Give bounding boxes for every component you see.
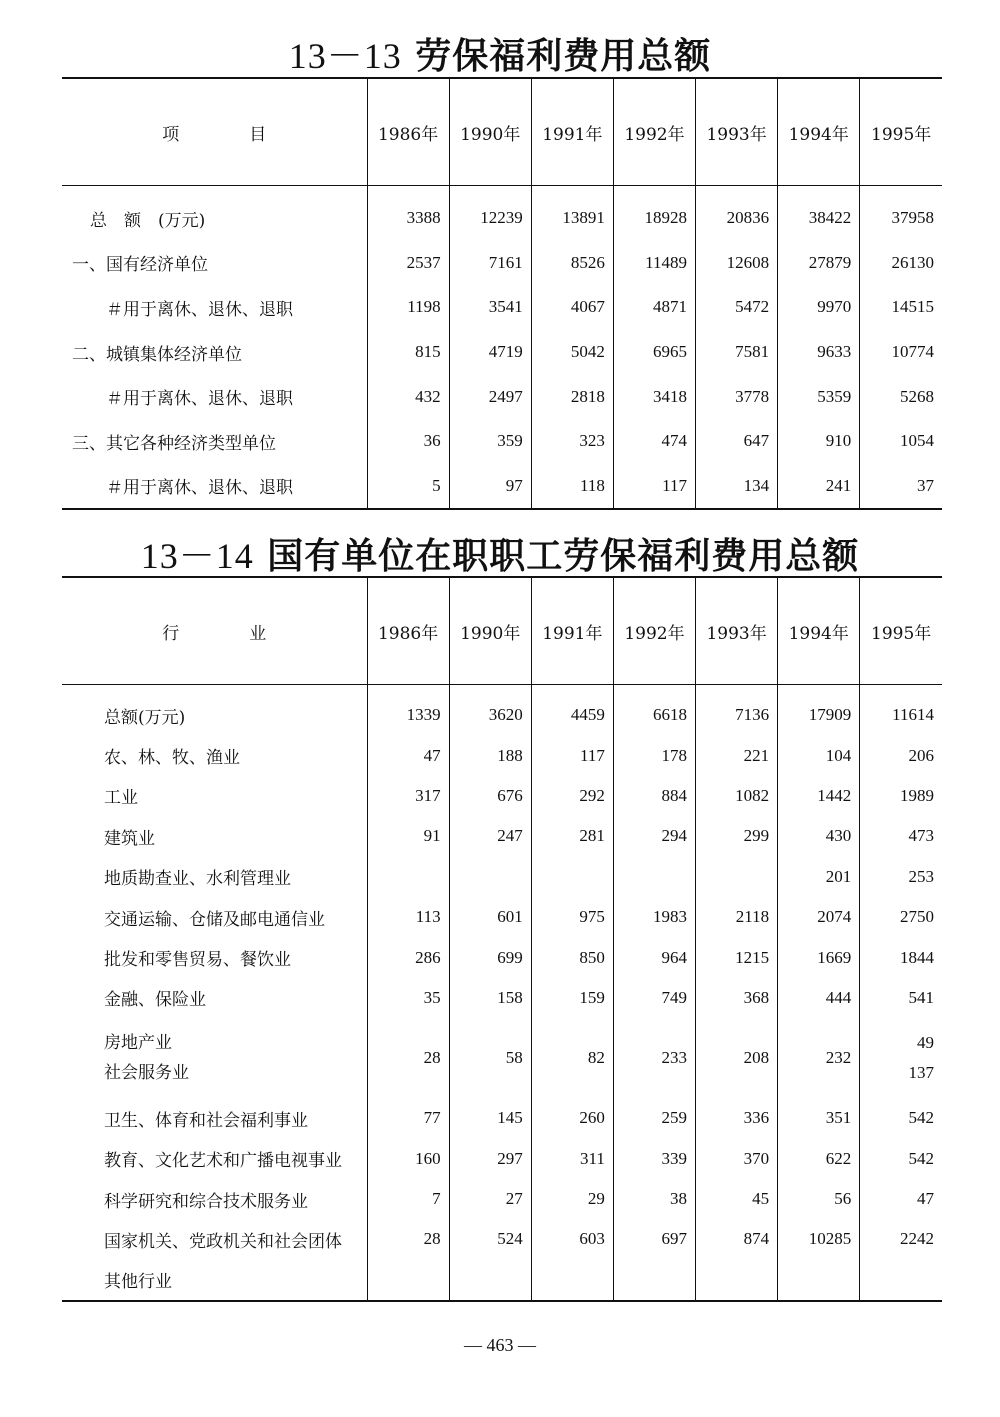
- table1-header-year: 1994年: [778, 78, 860, 186]
- table2-title: [0, 528, 1000, 579]
- table1: [62, 77, 942, 510]
- row-value: 4871: [613, 285, 695, 330]
- row-value: 2750: [860, 897, 942, 937]
- row-value: 91: [367, 816, 449, 856]
- row-value: [367, 857, 449, 897]
- table1-header-year: 1993年: [696, 78, 778, 186]
- row-label: 社会服务业: [104, 1063, 189, 1084]
- row-value: 7161: [449, 241, 531, 286]
- row-value: [531, 857, 613, 897]
- row-value: 1669: [778, 937, 860, 977]
- header-item-char-2: 业: [249, 623, 267, 644]
- table-row: [62, 419, 942, 464]
- row-value: [449, 1260, 531, 1301]
- table1-header-item: [62, 78, 367, 186]
- row-label: 工业: [104, 788, 138, 809]
- row-value: 26130: [860, 241, 942, 286]
- row-value: 749: [613, 978, 695, 1018]
- row-value: 697: [613, 1219, 695, 1259]
- row-value: 247: [449, 816, 531, 856]
- table-row: [62, 857, 942, 897]
- row-value: 11489: [613, 241, 695, 286]
- table-row: [62, 374, 942, 419]
- row-label: 建筑业: [104, 828, 155, 849]
- row-value: 159: [531, 978, 613, 1018]
- row-value: 27: [449, 1179, 531, 1219]
- row-value: 117: [613, 464, 695, 510]
- row-value: 201: [778, 857, 860, 897]
- row-value: 336: [696, 1098, 778, 1138]
- row-value: 221: [696, 735, 778, 775]
- row-value: 5472: [696, 285, 778, 330]
- row-value: 1844: [860, 937, 942, 977]
- row-value: 113: [367, 897, 449, 937]
- row-value: 10774: [860, 330, 942, 375]
- row-value: 542: [860, 1098, 942, 1138]
- row-value: 47: [860, 1179, 942, 1219]
- table1-header-year: 1990年: [449, 78, 531, 186]
- row-value: 603: [531, 1219, 613, 1259]
- row-value: 7: [367, 1179, 449, 1219]
- row-value: 38: [613, 1179, 695, 1219]
- table2-header-year: 1992年: [613, 577, 695, 685]
- table1-title-text: 劳保福利费用总额: [415, 35, 712, 77]
- row-label: ＃用于离休、退休、退职: [106, 299, 293, 320]
- row-value: 430: [778, 816, 860, 856]
- row-value: [860, 1260, 942, 1301]
- row-value: 676: [449, 776, 531, 816]
- row-value: 3778: [696, 374, 778, 419]
- row-value: 104: [778, 735, 860, 775]
- row-value: 4719: [449, 330, 531, 375]
- row-label: 房地产业: [104, 1033, 172, 1054]
- table1-header-year: 1995年: [860, 78, 942, 186]
- row-value: 1983: [613, 897, 695, 937]
- table-row: [62, 464, 942, 510]
- row-label: 三、其它各种经济类型单位: [72, 433, 276, 454]
- table-row: [62, 685, 942, 736]
- row-label: 科学研究和综合技术服务业: [104, 1191, 308, 1212]
- row-value-pair: [860, 1018, 942, 1098]
- table1-title-number: 13－13: [288, 36, 402, 76]
- row-value: 4459: [531, 685, 613, 736]
- table2: [62, 576, 942, 1302]
- row-label: 教育、文化艺术和广播电视事业: [104, 1151, 342, 1172]
- row-value: 12239: [449, 186, 531, 241]
- row-value: 27879: [778, 241, 860, 286]
- table-row: [62, 186, 942, 241]
- row-value: 2537: [367, 241, 449, 286]
- row-value: 622: [778, 1139, 860, 1179]
- row-value: 12608: [696, 241, 778, 286]
- row-value: 292: [531, 776, 613, 816]
- row-value: 1215: [696, 937, 778, 977]
- row-value: 1442: [778, 776, 860, 816]
- row-value: 601: [449, 897, 531, 937]
- row-value: 158: [449, 978, 531, 1018]
- row-value: 137: [908, 1063, 934, 1083]
- row-label: 卫生、体育和社会福利事业: [104, 1110, 308, 1131]
- row-value: 134: [696, 464, 778, 510]
- row-value: 1339: [367, 685, 449, 736]
- row-value: 18928: [613, 186, 695, 241]
- row-value: 884: [613, 776, 695, 816]
- row-value: 232: [778, 1018, 860, 1098]
- table2-title-number: 13－14: [140, 536, 254, 576]
- row-value: 47: [367, 735, 449, 775]
- table-row: [62, 978, 942, 1018]
- row-value: 1198: [367, 285, 449, 330]
- table2-header-year: 1991年: [531, 577, 613, 685]
- header-item-char-2: 目: [249, 124, 267, 145]
- row-value: 6965: [613, 330, 695, 375]
- row-value: 351: [778, 1098, 860, 1138]
- row-value: 444: [778, 978, 860, 1018]
- row-value: 160: [367, 1139, 449, 1179]
- row-value: 5359: [778, 374, 860, 419]
- row-value: 145: [449, 1098, 531, 1138]
- table2-header-year: 1993年: [696, 577, 778, 685]
- row-value: 6618: [613, 685, 695, 736]
- row-value: 3418: [613, 374, 695, 419]
- row-value: 20836: [696, 186, 778, 241]
- row-value: 2497: [449, 374, 531, 419]
- row-value: [613, 1260, 695, 1301]
- table-row: [62, 735, 942, 775]
- row-label: 一、国有经济单位: [72, 255, 208, 276]
- row-value: 37958: [860, 186, 942, 241]
- row-label: 农、林、牧、渔业: [104, 748, 240, 769]
- row-value: 281: [531, 816, 613, 856]
- row-value: 524: [449, 1219, 531, 1259]
- row-label: 金融、保险业: [104, 990, 206, 1011]
- row-value: 975: [531, 897, 613, 937]
- row-value: 233: [613, 1018, 695, 1098]
- row-value: 1082: [696, 776, 778, 816]
- row-value: 259: [613, 1098, 695, 1138]
- row-value: 3620: [449, 685, 531, 736]
- table1-title: [0, 28, 1000, 79]
- row-value: 58: [449, 1018, 531, 1098]
- row-value: 5042: [531, 330, 613, 375]
- row-value: 260: [531, 1098, 613, 1138]
- row-value: 294: [613, 816, 695, 856]
- row-value: 2818: [531, 374, 613, 419]
- row-value: [531, 1260, 613, 1301]
- row-value: 49: [917, 1033, 934, 1053]
- row-value: 10285: [778, 1219, 860, 1259]
- row-value: 2074: [778, 897, 860, 937]
- row-value: 874: [696, 1219, 778, 1259]
- row-value: 206: [860, 735, 942, 775]
- row-label: 总额(万元): [104, 707, 186, 728]
- page-number: — 463 —: [464, 1335, 536, 1355]
- table-row: [62, 776, 942, 816]
- row-value: 9970: [778, 285, 860, 330]
- row-value: 339: [613, 1139, 695, 1179]
- row-label: 总 额 (万元): [90, 210, 206, 231]
- table2-title-text: 国有单位在职职工劳保福利费用总额: [267, 535, 860, 577]
- row-value: 5: [367, 464, 449, 510]
- table-row: [62, 816, 942, 856]
- table-row: [62, 241, 942, 286]
- row-label: 批发和零售贸易、餐饮业: [104, 950, 291, 971]
- row-label: 地质勘查业、水利管理业: [104, 869, 291, 890]
- row-value: 286: [367, 937, 449, 977]
- table-row: [62, 897, 942, 937]
- row-value: [696, 857, 778, 897]
- row-value: 56: [778, 1179, 860, 1219]
- row-value: 11614: [860, 685, 942, 736]
- row-value: [367, 1260, 449, 1301]
- row-value: 1989: [860, 776, 942, 816]
- table-row: [62, 1260, 942, 1301]
- row-value: 815: [367, 330, 449, 375]
- row-value: [613, 857, 695, 897]
- table2-header-year: 1995年: [860, 577, 942, 685]
- row-label: 交通运输、仓储及邮电通信业: [104, 909, 325, 930]
- row-value: 17909: [778, 685, 860, 736]
- table2-header-year: 1986年: [367, 577, 449, 685]
- row-value: 38422: [778, 186, 860, 241]
- row-label: 国家机关、党政机关和社会团体: [104, 1231, 342, 1252]
- table-row: [62, 1179, 942, 1219]
- row-value: 253: [860, 857, 942, 897]
- header-item-char-1: 行: [162, 623, 180, 644]
- row-value: [696, 1260, 778, 1301]
- table2-header-row: [62, 577, 942, 685]
- row-value: 910: [778, 419, 860, 464]
- table2-header-item: [62, 577, 367, 685]
- row-value: 370: [696, 1139, 778, 1179]
- row-value: 317: [367, 776, 449, 816]
- row-value: 850: [531, 937, 613, 977]
- row-value: 647: [696, 419, 778, 464]
- row-value: 241: [778, 464, 860, 510]
- row-value: 7581: [696, 330, 778, 375]
- row-value: 117: [531, 735, 613, 775]
- row-value: 311: [531, 1139, 613, 1179]
- row-value: 14515: [860, 285, 942, 330]
- row-value: 29: [531, 1179, 613, 1219]
- row-value: 35: [367, 978, 449, 1018]
- row-value: 474: [613, 419, 695, 464]
- row-value: 2118: [696, 897, 778, 937]
- row-value: 7136: [696, 685, 778, 736]
- table-row: [62, 1139, 942, 1179]
- row-value: 542: [860, 1139, 942, 1179]
- table1-header-year: 1986年: [367, 78, 449, 186]
- row-value: 97: [449, 464, 531, 510]
- row-value: 77: [367, 1098, 449, 1138]
- table-row-merged: [62, 1018, 942, 1098]
- row-label-pair: [62, 1018, 367, 1098]
- row-value: 82: [531, 1018, 613, 1098]
- row-value: [449, 857, 531, 897]
- row-value: 178: [613, 735, 695, 775]
- table-row: [62, 937, 942, 977]
- table-row: [62, 285, 942, 330]
- row-value: 323: [531, 419, 613, 464]
- row-value: 13891: [531, 186, 613, 241]
- row-value: 2242: [860, 1219, 942, 1259]
- table2-header-year: 1994年: [778, 577, 860, 685]
- table2-header-year: 1990年: [449, 577, 531, 685]
- row-value: 37: [860, 464, 942, 510]
- row-value: 4067: [531, 285, 613, 330]
- table-row: [62, 1219, 942, 1259]
- row-value: 964: [613, 937, 695, 977]
- row-value: 36: [367, 419, 449, 464]
- row-label: 二、城镇集体经济单位: [72, 344, 242, 365]
- row-value: 359: [449, 419, 531, 464]
- row-value: [778, 1260, 860, 1301]
- row-value: 28: [367, 1018, 449, 1098]
- row-value: 118: [531, 464, 613, 510]
- row-label: 其他行业: [62, 1260, 367, 1301]
- row-value: 432: [367, 374, 449, 419]
- table1-header-year: 1991年: [531, 78, 613, 186]
- row-value: 1054: [860, 419, 942, 464]
- row-label: ＃用于离休、退休、退职: [62, 464, 367, 510]
- row-value: 473: [860, 816, 942, 856]
- row-value: 699: [449, 937, 531, 977]
- row-value: 5268: [860, 374, 942, 419]
- row-value: 3388: [367, 186, 449, 241]
- row-value: 188: [449, 735, 531, 775]
- table1-header-row: [62, 78, 942, 186]
- row-value: 208: [696, 1018, 778, 1098]
- table-row: [62, 330, 942, 375]
- row-value: 45: [696, 1179, 778, 1219]
- row-value: 541: [860, 978, 942, 1018]
- row-value: 299: [696, 816, 778, 856]
- row-value: 368: [696, 978, 778, 1018]
- row-value: 8526: [531, 241, 613, 286]
- row-value: 297: [449, 1139, 531, 1179]
- table-row: [62, 1098, 942, 1138]
- table1-header-year: 1992年: [613, 78, 695, 186]
- row-value: 3541: [449, 285, 531, 330]
- row-value: 9633: [778, 330, 860, 375]
- row-value: 28: [367, 1219, 449, 1259]
- row-label: ＃用于离休、退休、退职: [106, 389, 293, 410]
- header-item-char-1: 项: [162, 124, 180, 145]
